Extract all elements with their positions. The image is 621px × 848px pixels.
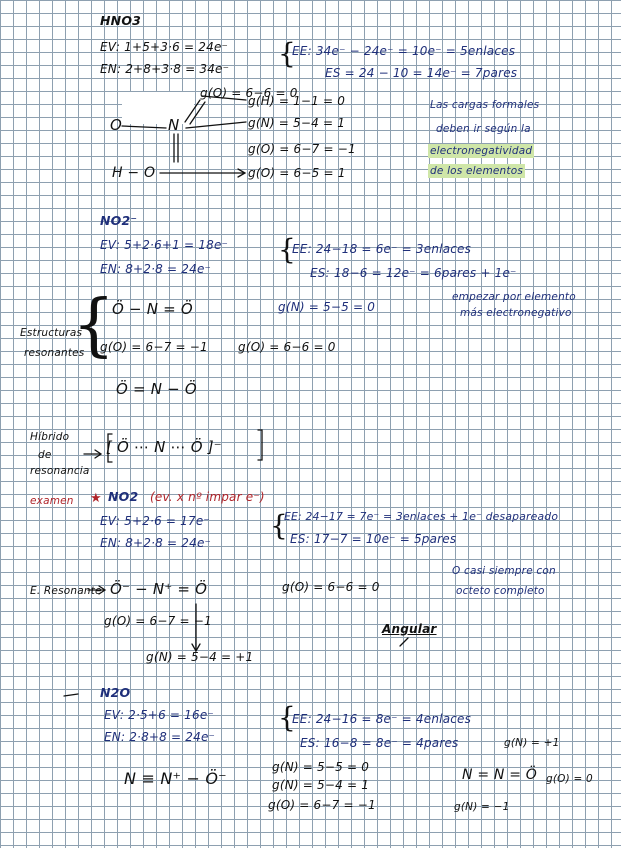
- hno3-fc-o-top: g(O) = 6−6 = 0: [200, 86, 298, 100]
- n2o-es: ES: 16−8 = 8e⁻ = 4pares: [300, 736, 459, 750]
- hno3-fc-n: g(N) = 5−4 = 1: [248, 116, 346, 130]
- bond-n-o-top-2: [190, 102, 205, 124]
- no2-es: ES: 17−7 = 10e⁻ = 5pares: [290, 532, 457, 546]
- no2m-side-label-2: resonantes: [24, 347, 85, 359]
- hno3-ee: EE: 34e⁻ − 24e⁻ = 10e⁻ = 5enlaces: [292, 44, 516, 58]
- no2m-fc-o1: g(O) = 6−7 = −1: [100, 340, 208, 354]
- hno3-fc-o-bot: g(O) = 6−5 = 1: [248, 166, 346, 180]
- n2o-brace: {: [278, 701, 296, 734]
- n2o-fc-o: g(O) = 6−7 = −1: [268, 798, 376, 812]
- no2m-en: EN: 8+2·8 = 24e⁻: [100, 262, 212, 276]
- hno3-brace: {: [278, 37, 296, 70]
- no2m-note-line1: empezar por elemento: [452, 291, 576, 303]
- no2m-ev: EV: 5+2·6+1 = 18e⁻: [100, 238, 229, 252]
- bracket-right: [258, 430, 262, 460]
- hno3-en: EN: 2+8+3·8 = 34e⁻: [100, 62, 230, 76]
- hno3-note-line4: de los elementos: [430, 165, 524, 177]
- no2m-side-label-1: Estructuras: [20, 327, 83, 339]
- no2m-fc-o2: g(O) = 6−6 = 0: [238, 340, 336, 354]
- hno3-atom-o1: O: [110, 116, 123, 134]
- hno3-note-line2: deben ir según la: [436, 123, 531, 135]
- no2-exam-tag: examen: [30, 495, 74, 507]
- arrow-to-fc-n: [186, 122, 246, 128]
- no2m-hybrid-struct: [ Ö ⋯ N ⋯ Ö ]⁻: [106, 438, 222, 456]
- no2-ee: EE: 24−17 = 7e⁻ = 3enlaces + 1e⁻ desapareado: [284, 510, 559, 523]
- hno3-fc-o-mid: g(O) = 6−7 = −1: [248, 142, 356, 156]
- no2m-hybrid-label-2: de: [38, 449, 52, 461]
- no2-en: EN: 8+2·8 = 24e⁻: [100, 536, 212, 550]
- hno3-note-line3: electronegatividad: [430, 145, 533, 157]
- hno3-fc-h: g(H) = 1−1 = 0: [248, 94, 346, 108]
- bracket-left: [108, 434, 112, 462]
- no2m-note-line2: más electronegativo: [460, 307, 572, 319]
- no2-odd-electron-note: (ev. x nº impar e⁻): [150, 490, 265, 504]
- n2o-ee: EE: 24−16 = 8e⁻ = 4enlaces: [292, 712, 472, 726]
- hno3-ev: EV: 1+5+3·6 = 24e⁻: [100, 40, 229, 54]
- n2o-fc-n1: g(N) = 5−5 = 0: [272, 760, 370, 774]
- no2m-es: ES: 18−6 = 12e⁻ = 6pares + 1e⁻: [310, 266, 517, 280]
- no2m-hybrid-label-1: Híbrido: [30, 431, 70, 443]
- hno3-es: ES = 24 − 10 = 14e⁻ = 7pares: [325, 66, 518, 80]
- no2-title: NO2: [108, 489, 139, 504]
- n2o-en: EN: 2·8+8 = 24e⁻: [104, 730, 216, 744]
- no2m-hybrid-label-3: resonancia: [30, 465, 90, 477]
- hno3-atom-n: N: [168, 116, 180, 134]
- no2m-resonance-brace: {: [72, 286, 116, 365]
- bond-n-o-top: [185, 100, 200, 122]
- no2-ev: EV: 5+2·6 = 17e⁻: [100, 514, 210, 528]
- no2m-brace: {: [278, 233, 296, 266]
- bond-o-n: [122, 126, 166, 128]
- no2-angular-label: Angular: [382, 622, 437, 636]
- no2m-ee: EE: 24−18 = 6e⁻ = 3enlaces: [292, 242, 472, 256]
- no2m-struct-2: Ö = N − Ö: [116, 380, 197, 398]
- arrow-to-fc-h: [202, 96, 246, 100]
- n2o-struct: N ≡ N⁺ − Ö⁻: [124, 769, 227, 788]
- no2-fc-o-right: g(O) = 6−6 = 0: [282, 580, 380, 594]
- hno3-note-line1: Las cargas formales: [430, 99, 540, 111]
- no2-side-label: E. Resonante: [30, 585, 102, 597]
- n2o-ev: EV: 2·5+6 = 16e⁻: [104, 708, 214, 722]
- no2-note-line2: octeto completo: [456, 585, 545, 597]
- hno3-title: HNO3: [100, 13, 142, 28]
- no2-note-line1: O casi siempre con: [452, 565, 556, 577]
- hno3-atom-ho: H − O: [112, 165, 156, 181]
- no2m-fc-n: g(N) = 5−5 = 0: [278, 300, 376, 314]
- no2m-title: NO2⁻: [100, 213, 138, 228]
- n2o-fc-n2: g(N) = 5−4 = 1: [272, 778, 370, 792]
- n2o-alt-fc-n: g(N) = −1: [454, 801, 510, 813]
- n2o-alt-fc-o: g(O) = 0: [546, 773, 593, 785]
- no2-fc-n: g(N) = 5−4 = +1: [146, 650, 254, 664]
- no2-fc-o-left: g(O) = 6−7 = −1: [104, 614, 212, 628]
- no2-brace: {: [270, 509, 288, 542]
- no2-struct: Ö⁻ − N⁺ = Ö: [110, 580, 208, 598]
- n2o-fc-top-right: g(N) = +1: [504, 737, 560, 749]
- no2m-struct-1: Ö − N = Ö: [112, 300, 193, 318]
- n2o-title: N2O: [100, 685, 131, 700]
- no2-star-icon: ★: [90, 491, 102, 506]
- n2o-alt-struct: N = N = Ö: [462, 767, 538, 783]
